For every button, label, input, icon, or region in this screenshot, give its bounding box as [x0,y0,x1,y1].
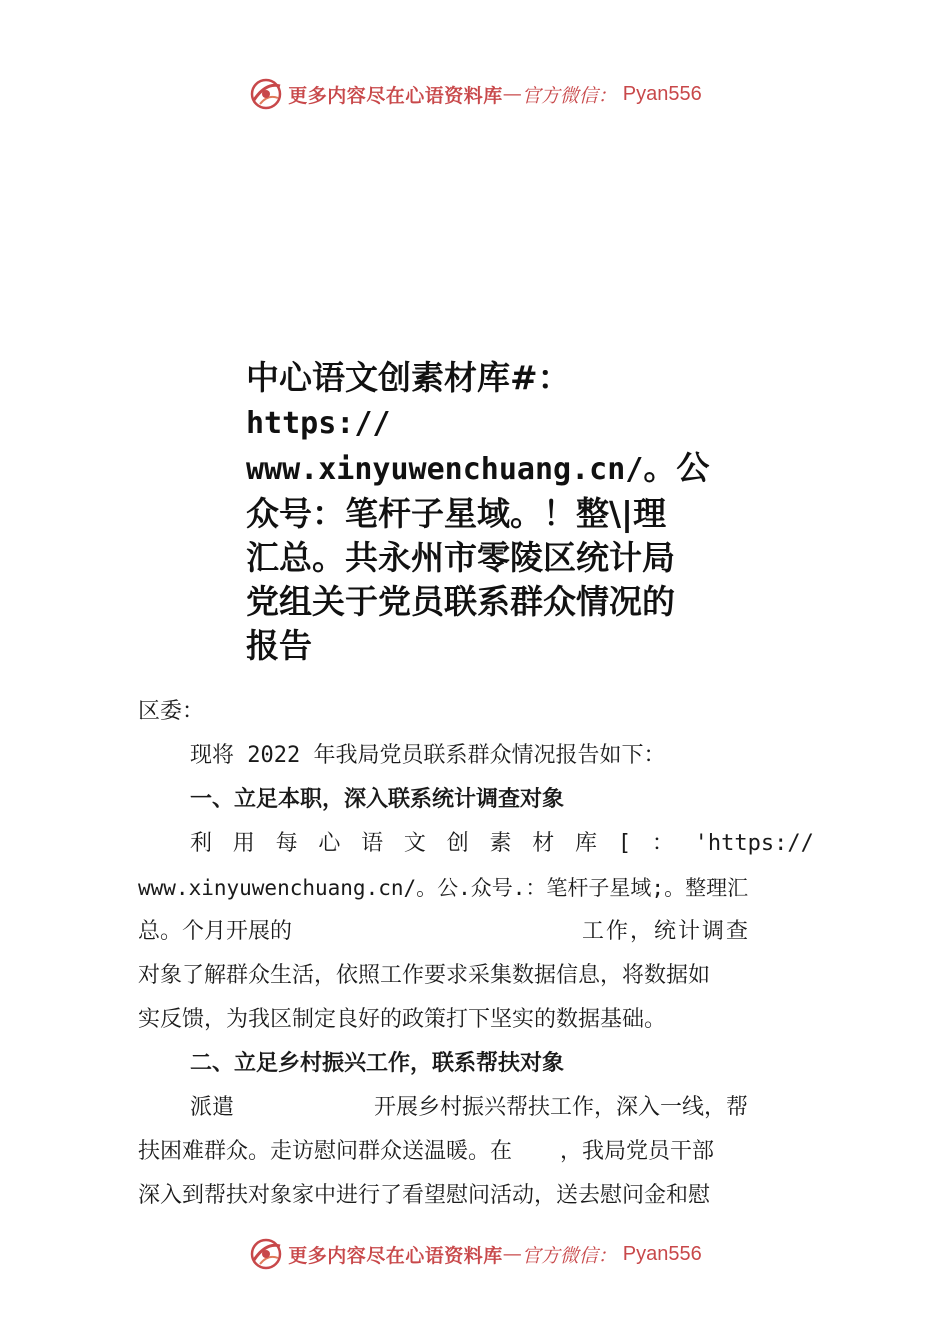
watermark-logo-icon [248,76,284,112]
paragraph-1-line-5: 实反馈，为我区制定良好的政策打下坚实的数据基础。 [138,1007,667,1032]
watermark-separator: — [502,1243,522,1265]
watermark-wechat-id: Pyan556 [622,82,702,105]
document-body [138,690,814,1218]
salutation: 区委： [138,699,205,724]
paragraph-1-line-4: 对象了解群众生活，依照工作要求采集数据信息，将数据如 [138,963,711,988]
section-heading-2: 二、立足乡村振兴工作，联系帮扶对象 [190,1051,565,1076]
watermark-wechat-label: 官方微信： [521,84,617,107]
title-url-part: https:// [246,406,391,441]
watermark-logo-icon [248,1236,284,1272]
paragraph-2-line-1: 派遣 开展乡村振兴帮扶工作，深入一线，帮 [190,1095,749,1120]
paragraph-1-line-1: 利 用 每 心 语 文 创 素 材 库 [ ： 'https:// [190,831,814,856]
section-heading-1: 一、立足本职，深入联系统计调查对象 [190,787,565,812]
paragraph-1-line-3: 总。个月开展的 工作，统计调查 [138,919,751,944]
title-line: 。公 [643,448,710,487]
title-line: 党组关于党员联系群众情况的 [246,582,675,621]
paragraph-2-line-2: 扶困难群众。走访慰问群众送温暖。在 ，我局党员干部 [138,1139,715,1164]
title-line: 众号：笔杆子星域。！整\|理 [246,494,667,533]
title-line: 报告 [246,626,312,665]
title-line: 汇总。共永州市零陵区统计局 [246,538,675,577]
paragraph-1-line-2: www.xinyuwenchuang.cn/。公.众号.：笔杆子星域;。整理汇 [138,876,749,900]
watermark-wechat-label: 官方微信： [521,1244,617,1267]
intro-paragraph: 现将 2022 年我局党员联系群众情况报告如下： [190,743,666,768]
document-title [246,356,716,668]
title-line: 中心语文创素材库#： [246,358,571,397]
watermark-text: 更多内容尽在心语资料库 [288,84,503,107]
watermark-text: 更多内容尽在心语资料库 [288,1244,503,1267]
watermark-wechat-id: Pyan556 [622,1242,702,1265]
paragraph-2-line-3: 深入到帮扶对象家中进行了看望慰问活动，送去慰问金和慰 [138,1183,711,1208]
watermark-banner-bottom [0,1232,950,1276]
watermark-separator: — [502,83,522,105]
title-url-part: www.xinyuwenchuang.cn/ [246,452,644,487]
watermark-banner-top [0,72,950,116]
